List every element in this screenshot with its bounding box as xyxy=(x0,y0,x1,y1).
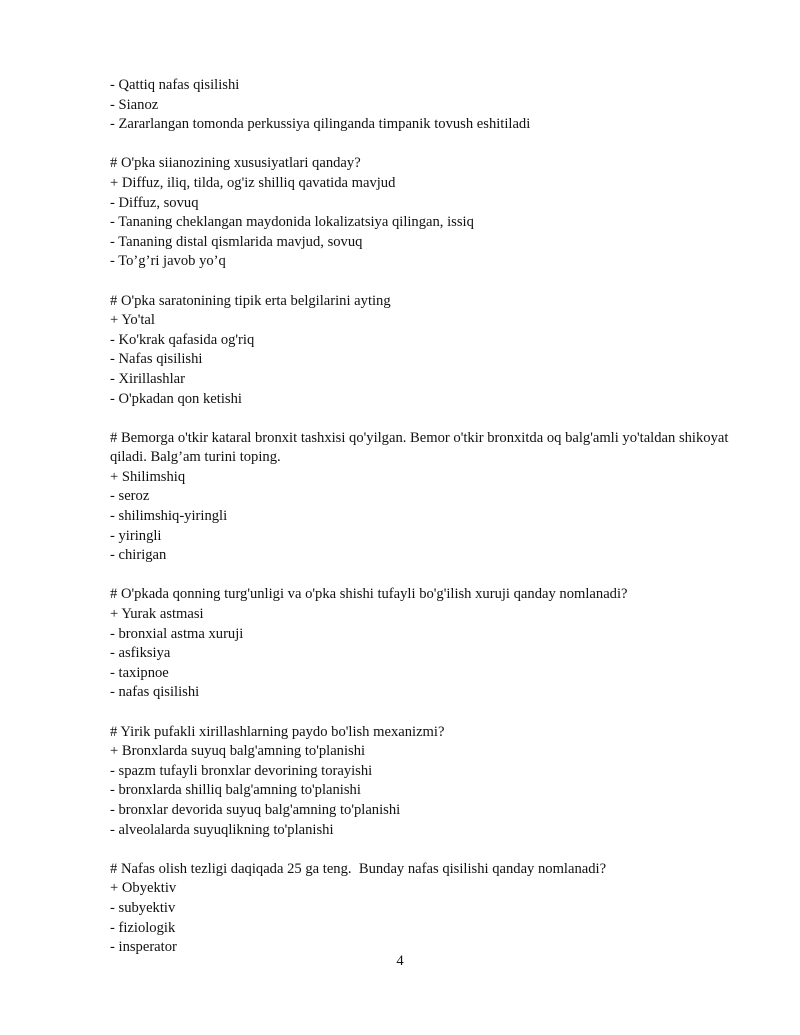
answer-option: - bronxlarda shilliq balg'amning to'planishi xyxy=(110,782,361,799)
answer-option: - Diffuz, sovuq xyxy=(110,194,199,211)
answer-option: - Xirillashlar xyxy=(110,370,185,387)
question-text: # Yirik pufakli xirillashlarning paydo bo'lish mexanizmi? xyxy=(110,723,445,740)
answer-option: - insperator xyxy=(110,939,177,956)
page-content xyxy=(110,76,733,977)
question-text: # Nafas olish tezligi daqiqada 25 ga teng. Bunday nafas qisilishi qanday nomlanadi? xyxy=(110,860,607,877)
question-text: # O'pkada qonning turg'unligi va o'pka shishi tufayli bo'g'ilish xuruji qanday nomlanadi? xyxy=(110,586,628,603)
question-block xyxy=(110,723,730,841)
answer-option: - yiringli xyxy=(110,527,162,544)
answer-option: + Obyektiv xyxy=(110,880,177,897)
answer-option: - shilimshiq-yiringli xyxy=(110,508,228,525)
answer-option: - Sianoz xyxy=(110,96,159,113)
answer-option: - spazm tufayli bronxlar devorining torayishi xyxy=(110,762,373,779)
answer-option: + Bronxlarda suyuq balg'amning to'planishi xyxy=(110,743,366,760)
answer-option: - To’g’ri javob yo’q xyxy=(110,253,226,270)
question-text: # Bemorga o'tkir kataral bronxit tashxisi qo'yilgan. Bemor o'tkir bronxitda oq balg'amli yo'taldan shikoyat qiladi. Balg’am turini toping. xyxy=(110,429,733,466)
answer-option: - fiziologik xyxy=(110,919,176,936)
intro-answer-list xyxy=(110,76,730,135)
answer-option: - subyektiv xyxy=(110,899,176,916)
answer-option: - Nafas qisilishi xyxy=(110,351,203,368)
answer-option: - Tananing cheklangan maydonida lokalizatsiya qilingan, issiq xyxy=(110,214,474,231)
answer-option: - bronxial astma xuruji xyxy=(110,625,244,642)
page-number: 4 xyxy=(396,953,404,969)
answer-option: - asfiksiya xyxy=(110,645,171,662)
question-block xyxy=(110,585,730,703)
answer-option: + Yo'tal xyxy=(110,312,155,329)
answer-option: - Tananing distal qismlarida mavjud, sovuq xyxy=(110,233,363,250)
answer-option: - O'pkadan qon ketishi xyxy=(110,390,242,407)
question-block xyxy=(110,429,733,566)
answer-option: + Diffuz, iliq, tilda, og'iz shilliq qavatida mavjud xyxy=(110,174,396,191)
question-block xyxy=(110,292,730,410)
answer-option: + Yurak astmasi xyxy=(110,606,204,623)
answer-option: + Shilimshiq xyxy=(110,468,186,485)
answer-option: - taxipnoe xyxy=(110,664,169,681)
answer-option: - Ko'krak qafasida og'riq xyxy=(110,331,255,348)
question-block xyxy=(110,154,730,272)
answer-option: - Zararlangan tomonda perkussiya qilinganda timpanik tovush eshitiladi xyxy=(110,116,531,133)
answer-option: - nafas qisilishi xyxy=(110,684,200,701)
answer-option: - Qattiq nafas qisilishi xyxy=(110,77,240,93)
answer-option: - seroz xyxy=(110,488,150,505)
question-block xyxy=(110,860,730,958)
answer-option: - chirigan xyxy=(110,547,167,564)
question-text: # O'pka saratonining tipik erta belgilarini ayting xyxy=(110,292,391,309)
answer-option: - bronxlar devorida suyuq balg'amning to'planishi xyxy=(110,801,401,818)
answer-option: - alveolalarda suyuqlikning to'planishi xyxy=(110,821,334,838)
question-text: # O'pka siianozining xususiyatlari qanday? xyxy=(110,155,361,172)
